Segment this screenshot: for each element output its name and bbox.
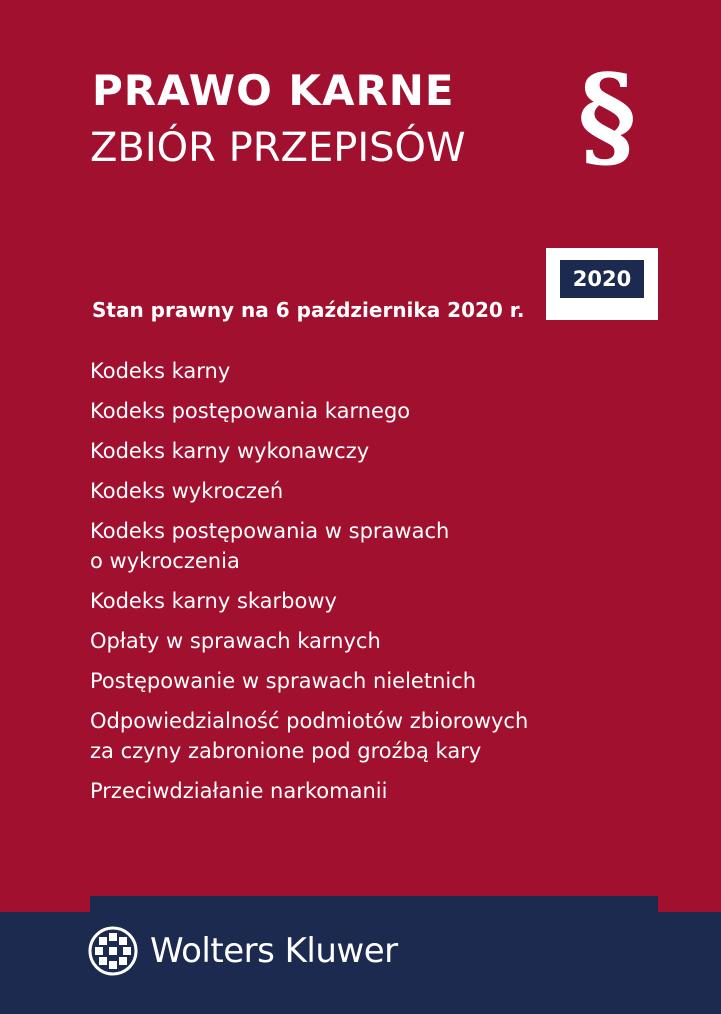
contents-item-line: Przeciwdziałanie narkomanii bbox=[90, 779, 388, 803]
contents-item-line: Opłaty w sprawach karnych bbox=[90, 629, 381, 653]
contents-item-line: Kodeks postępowania karnego bbox=[90, 399, 411, 423]
contents-item-line: za czyny zabronione pod groźbą kary bbox=[90, 739, 482, 763]
year-badge bbox=[546, 248, 658, 320]
contents-item bbox=[90, 626, 528, 656]
section-sign-icon: § bbox=[577, 51, 637, 182]
book-subtitle: ZBIÓR PRZEPISÓW bbox=[90, 125, 466, 171]
band-edge-right bbox=[658, 896, 721, 912]
contents-item-line: Kodeks karny wykonawczy bbox=[90, 439, 370, 463]
contents-item bbox=[90, 666, 528, 696]
contents-item bbox=[90, 396, 528, 426]
contents-item-line: o wykroczenia bbox=[90, 549, 240, 573]
contents-item bbox=[90, 516, 528, 576]
contents-item-line: Postępowanie w sprawach nieletnich bbox=[90, 669, 477, 693]
contents-item bbox=[90, 356, 528, 386]
contents-item-line: Odpowiedzialność podmiotów zbiorowych bbox=[90, 709, 529, 733]
publisher-name: Wolters Kluwer bbox=[150, 931, 398, 971]
contents-item-line: Kodeks wykroczeń bbox=[90, 479, 284, 503]
wolters-kluwer-logo-icon bbox=[88, 926, 138, 976]
contents-item bbox=[90, 476, 528, 506]
contents-item bbox=[90, 586, 528, 616]
contents-item bbox=[90, 776, 528, 806]
year-label: 2020 bbox=[560, 260, 644, 298]
band-edge-left bbox=[0, 896, 90, 912]
contents-item bbox=[90, 436, 528, 466]
book-title: PRAWO KARNE bbox=[92, 66, 455, 115]
contents-list bbox=[90, 356, 528, 816]
contents-item-line: Kodeks karny bbox=[90, 359, 231, 383]
contents-item bbox=[90, 706, 528, 766]
contents-item-line: Kodeks postępowania w sprawach bbox=[90, 519, 450, 543]
legal-state-date: Stan prawny na 6 października 2020 r. bbox=[92, 298, 525, 322]
contents-item-line: Kodeks karny skarbowy bbox=[90, 589, 337, 613]
